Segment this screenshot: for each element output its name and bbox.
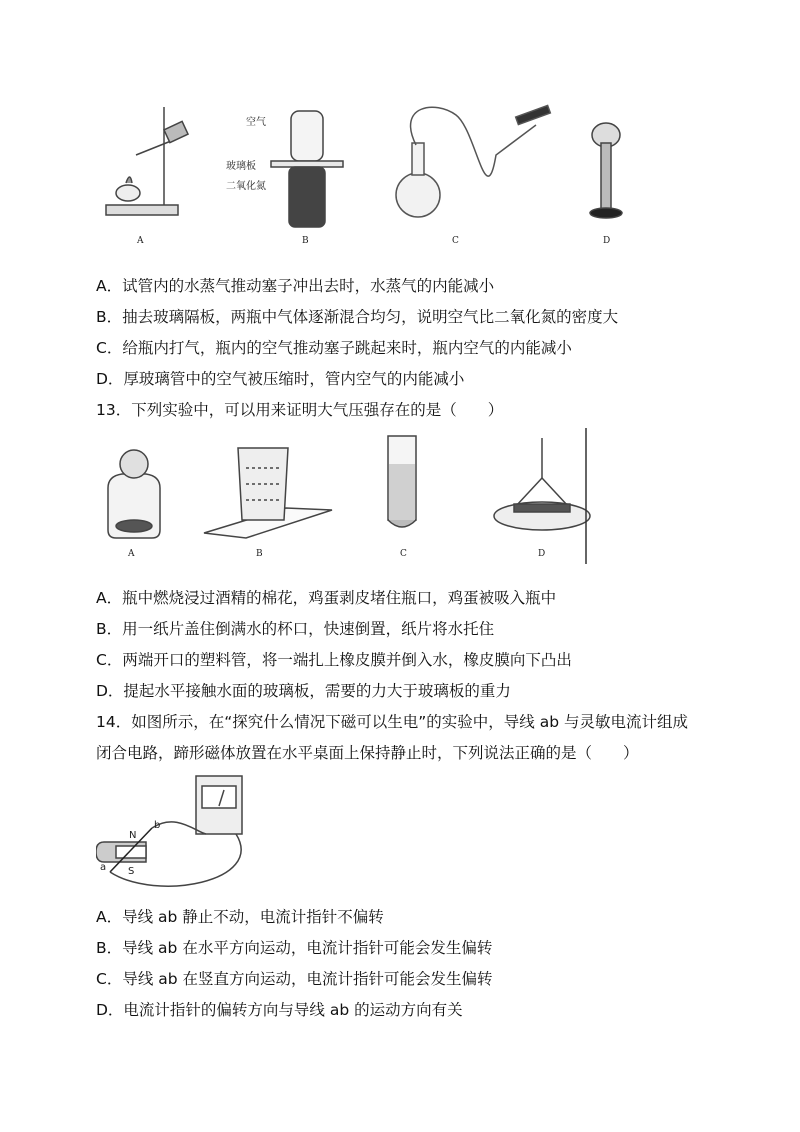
q14-figure <box>96 772 296 888</box>
q13-caption-b: B <box>256 549 263 559</box>
q14-label-n: N <box>129 830 137 841</box>
q13-option-b: B．用一纸片盖住倒满水的杯口，快速倒置，纸片将水托住 <box>96 620 495 638</box>
q14-label-s: S <box>128 866 135 877</box>
q13-option-c: C．两端开口的塑料管，将一端扎上橡皮膜并倒入水，橡皮膜向下凸出 <box>96 651 572 669</box>
q12-figure <box>96 95 656 255</box>
q13-figure <box>96 428 596 564</box>
q12-label-glass: 玻璃板 <box>226 161 256 172</box>
q13-apparatus-a <box>108 450 160 538</box>
q13-caption-a: A <box>128 549 135 559</box>
q13-option-a: A．瓶中燃烧浸过酒精的棉花，鸡蛋剥皮堵住瓶口，鸡蛋被吸入瓶中 <box>96 589 557 607</box>
q14-stem-line-1: 14．如图所示，在“探究什么情况下磁可以生电”的实验中，导线 ab 与灵敏电流计组成 <box>96 713 688 731</box>
q12-apparatus-c <box>396 105 550 217</box>
q12-option-b: B．抽去玻璃隔板，两瓶中气体逐渐混合均匀，说明空气比二氧化氮的密度大 <box>96 308 619 326</box>
q12-caption-a: A <box>137 236 144 246</box>
q13-caption-c: C <box>400 549 407 559</box>
q14-option-c: C．导线 ab 在竖直方向运动，电流计指针可能会发生偏转 <box>96 970 493 988</box>
q12-option-d: D．厚玻璃管中的空气被压缩时，管内空气的内能减小 <box>96 370 465 388</box>
q12-option-c: C．给瓶内打气，瓶内的空气推动塞子跳起来时，瓶内空气的内能减小 <box>96 339 572 357</box>
q13-caption-d: D <box>538 549 546 559</box>
q12-apparatus-d <box>590 123 622 218</box>
q13-stem: 13．下列实验中，可以用来证明大气压强存在的是（ ） <box>96 401 504 419</box>
q14-label-b: b <box>154 820 161 831</box>
q14-option-b: B．导线 ab 在水平方向运动，电流计指针可能会发生偏转 <box>96 939 493 957</box>
q13-apparatus-c <box>388 436 416 527</box>
q14-label-a: a <box>100 862 107 873</box>
q13-apparatus-d <box>494 428 590 564</box>
q14-option-a: A．导线 ab 静止不动，电流计指针不偏转 <box>96 908 384 926</box>
q14-stem-line-2: 闭合电路，蹄形磁体放置在水平桌面上保持静止时，下列说法正确的是（ ） <box>96 744 639 762</box>
q12-apparatus-a <box>106 107 188 215</box>
q12-caption-c: C <box>452 236 459 246</box>
q12-apparatus-b <box>271 111 343 227</box>
q12-option-a: A．试管内的水蒸气推动塞子冲出去时，水蒸气的内能减小 <box>96 277 495 295</box>
q14-circuit <box>96 776 242 886</box>
q12-caption-d: D <box>603 236 611 246</box>
q14-option-d: D．电流计指针的偏转方向与导线 ab 的运动方向有关 <box>96 1001 463 1019</box>
q12-label-air: 空气 <box>246 117 266 128</box>
q12-label-no2: 二氧化氮 <box>226 181 266 192</box>
q12-caption-b: B <box>302 236 309 246</box>
q13-apparatus-b <box>204 448 332 538</box>
q13-option-d: D．提起水平接触水面的玻璃板，需要的力大于玻璃板的重力 <box>96 682 511 700</box>
